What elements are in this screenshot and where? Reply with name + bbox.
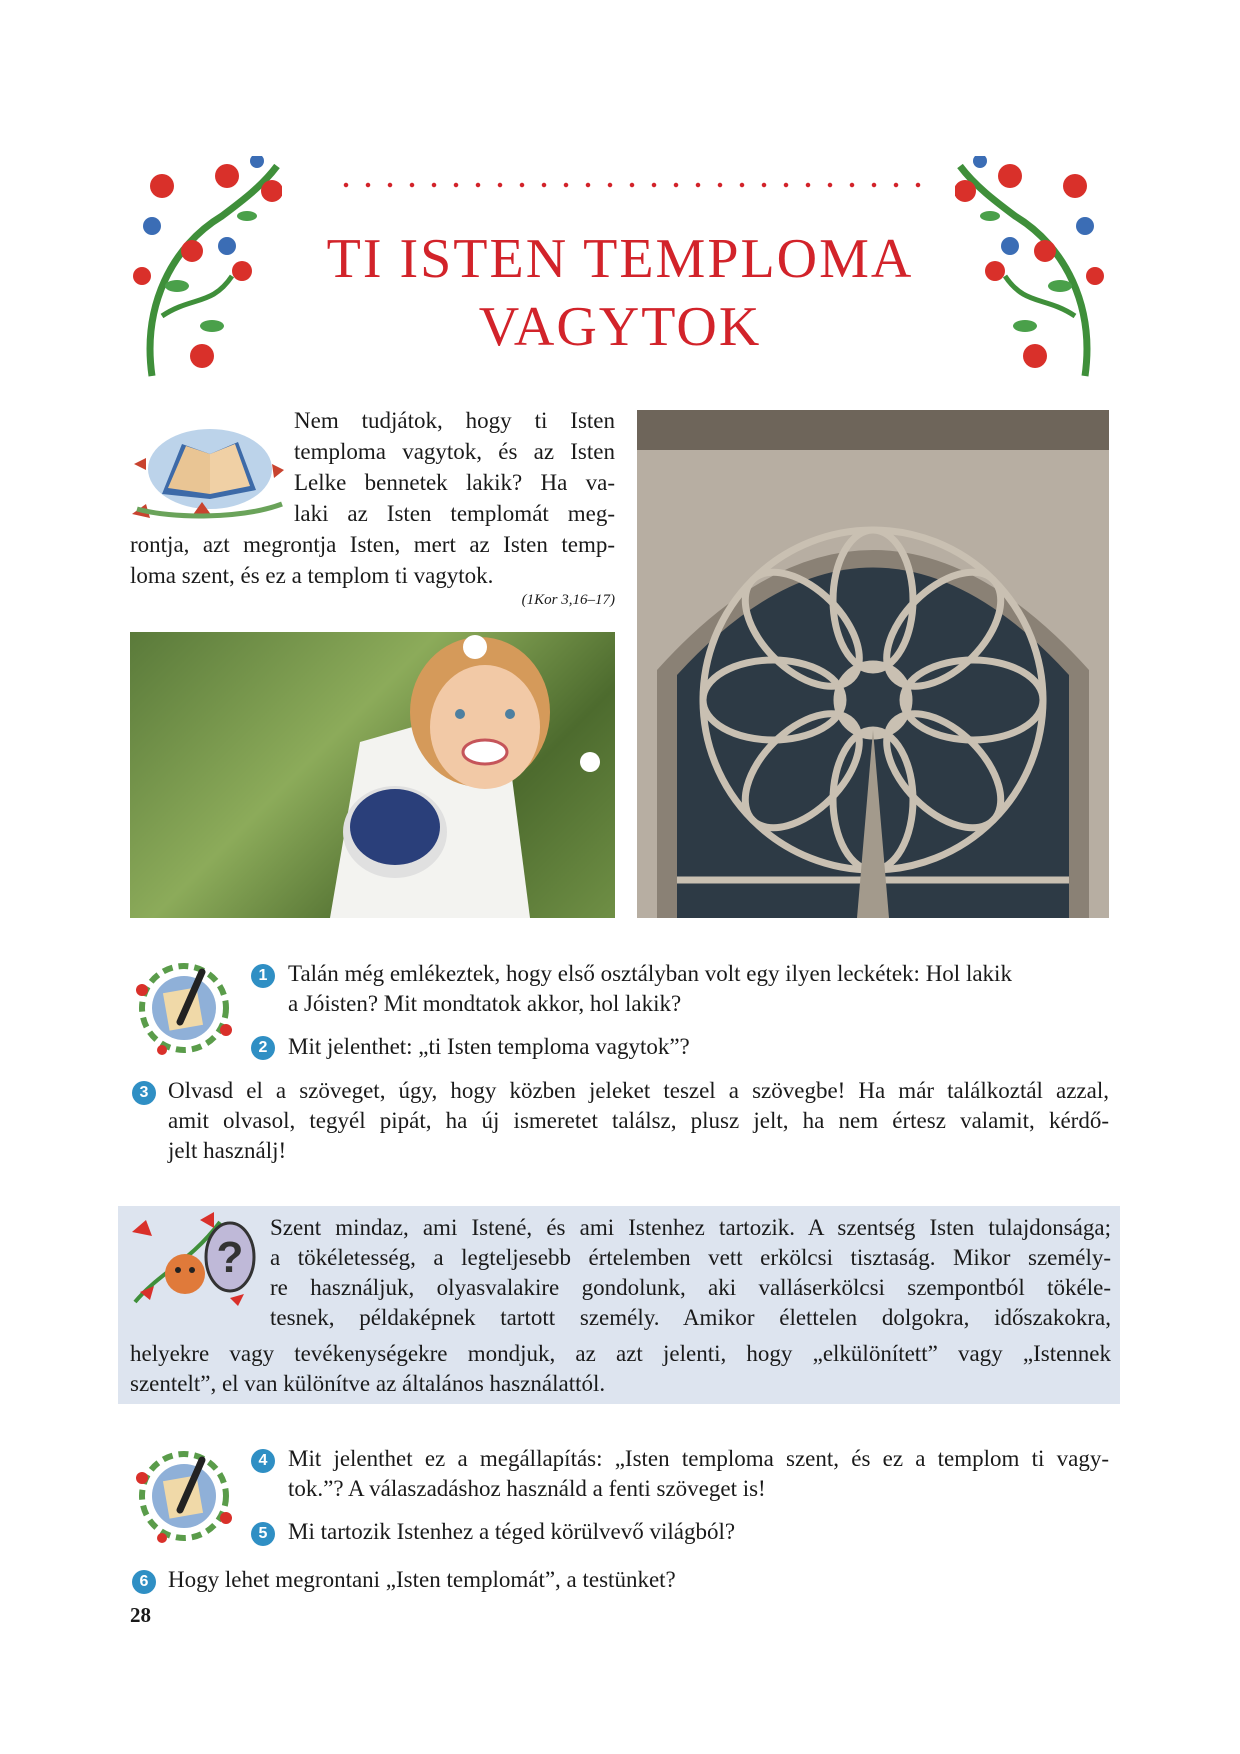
page-title-line2: VAGYTOK (478, 296, 762, 358)
definition-line: re használjuk, olyasvalakire gondolunk, aki valláserkölcsi szempontból tökéle- (270, 1275, 1111, 1300)
question-text: Mit jelenthet: „ti Isten temploma vagytok”? (288, 1034, 690, 1059)
question-text: Talán még emlékeztek, hogy első osztályban volt egy ilyen leckétek: Hol lakik (288, 961, 1012, 986)
quote-citation: (1Kor 3,16–17) (521, 592, 615, 608)
number-badge: 4 (251, 1449, 275, 1473)
quote-line: rontja, azt megrontja Isten, mert az Isten temp- (130, 532, 615, 557)
question-text: Mit jelenthet ez a megállapítás: „Isten temploma szent, és ez a templom ti vagy- (288, 1446, 1109, 1471)
open-book-icon (132, 424, 285, 520)
girl-with-blueberries-photo (130, 632, 615, 918)
number-badge: 6 (132, 1570, 156, 1594)
question-text: tok.”? A válaszadáshoz használd a fenti szöveget is! (288, 1476, 766, 1501)
number-badge: 3 (132, 1081, 156, 1105)
page-title-line1: TI ISTEN TEMPLOMA (326, 228, 914, 290)
rose-window-photo (637, 410, 1109, 918)
question-mark-character-icon (130, 1212, 262, 1310)
question-text: jelt használj! (168, 1138, 287, 1163)
number-badge: 5 (251, 1522, 275, 1546)
number-badge: 2 (251, 1036, 275, 1060)
dotted-divider (335, 182, 927, 188)
number-badge: 1 (251, 964, 275, 988)
quote-line: laki az Isten templomát meg- (294, 501, 615, 526)
svg-text:?: ? (216, 1233, 244, 1282)
writing-task-icon (132, 960, 236, 1056)
definition-line: szentelt”, el van különítve az általános használattól. (130, 1371, 606, 1396)
page-number: 28 (130, 1603, 151, 1627)
definition-line: a tökéletesség, a legteljesebb értelemben vett erkölcsi tisztaság. Mikor személy- (270, 1245, 1111, 1270)
quote-line: Lelke bennetek lakik? Ha va- (294, 470, 615, 495)
question-text: Hogy lehet megrontani „Isten templomát”, a testünket? (168, 1567, 676, 1592)
definition-line: helyekre vagy tevékenységekre mondjuk, az azt jelenti, hogy „elkülönített” vagy „Istennek (130, 1341, 1111, 1366)
writing-task-icon (132, 1448, 236, 1544)
quote-line: loma szent, és ez a templom ti vagytok. (130, 563, 494, 588)
definition-line: tesnek, példaképnek tartott személy. Amikor élettelen dolgokra, időszakokra, (270, 1305, 1111, 1330)
quote-line: temploma vagytok, és az Isten (294, 439, 615, 464)
question-text: a Jóisten? Mit mondtatok akkor, hol lakik? (288, 991, 682, 1016)
definition-line: Szent mindaz, ami Istené, és ami Istenhez tartozik. A szentség Isten tulajdonsága; (270, 1215, 1111, 1240)
quote-line: Nem tudjátok, hogy ti Isten (294, 408, 615, 433)
question-text: amit olvasol, tegyél pipát, ha új ismeretet találsz, plusz jelt, ha nem értesz valamit, kérdő- (168, 1108, 1109, 1133)
question-text: Mi tartozik Istenhez a téged körülvevő világból? (288, 1519, 736, 1544)
question-text: Olvasd el a szöveget, úgy, hogy közben jeleket teszel a szövegbe! Ha már találkoztál azzal, (168, 1078, 1109, 1103)
